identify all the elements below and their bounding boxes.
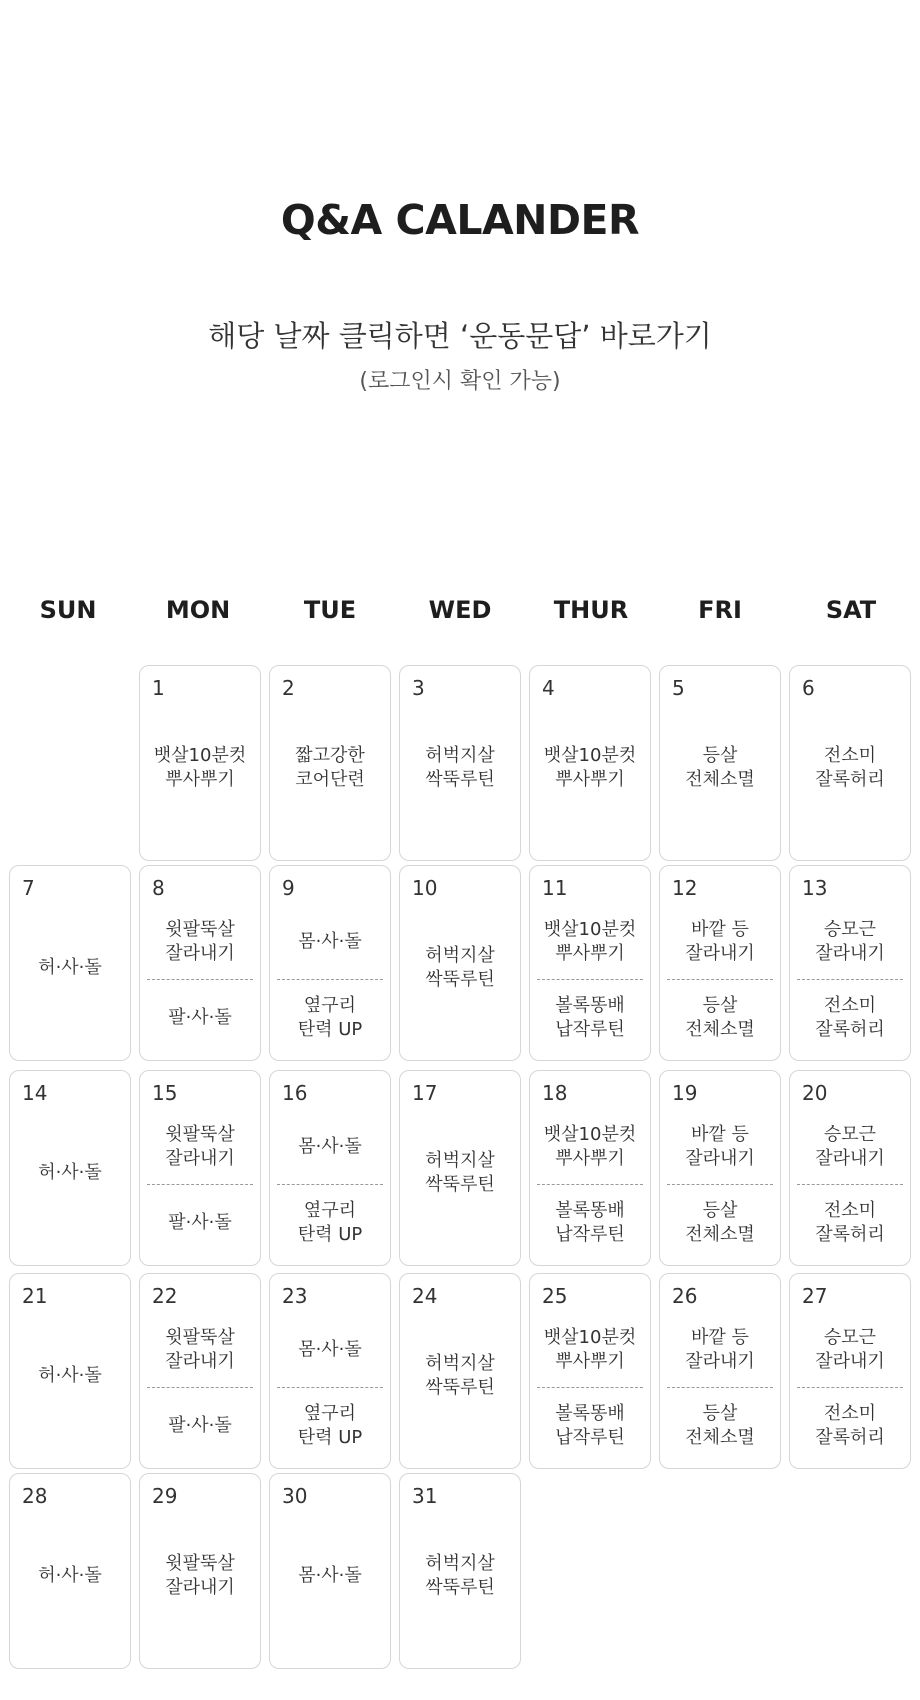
routine-line: 납작루틴 [555, 1019, 625, 1040]
routine-line: 잘록허리 [815, 1427, 885, 1448]
calendar-day-3[interactable] [399, 665, 521, 861]
page-subtitle: 해당 날짜 클릭하면 ‘운동문답’ 바로가기 [208, 319, 712, 353]
day-routine-bottom [140, 1006, 260, 1030]
routine-line: 윗팔뚝살 [165, 1327, 235, 1348]
day-number: 12 [672, 876, 698, 900]
routine-line: 윗팔뚝살 [165, 1553, 235, 1574]
routine-line: 탄력 UP [297, 1224, 363, 1245]
day-routine-top [790, 918, 910, 966]
day-number: 17 [412, 1081, 438, 1105]
day-routine-top [790, 1123, 910, 1171]
day-number: 3 [412, 676, 425, 700]
routine-line: 뱃살10분컷 [543, 1124, 637, 1145]
routine-line: 허·사·돌 [38, 1565, 102, 1586]
day-number: 25 [542, 1284, 568, 1308]
routine-line: 옆구리 [303, 995, 357, 1016]
day-number: 7 [22, 876, 35, 900]
routine-line: 허·사·돌 [38, 1365, 102, 1386]
weekday-sun: SUN [39, 596, 97, 624]
day-number: 30 [282, 1484, 308, 1508]
calendar-day-2[interactable] [269, 665, 391, 861]
calendar-day-13[interactable] [789, 865, 911, 1061]
routine-line: 뱃살10분컷 [543, 919, 637, 940]
routine-line: 몸·사·돌 [298, 1136, 362, 1157]
routine-line: 허벅지살 [425, 1150, 495, 1171]
weekday-sat: SAT [825, 596, 877, 624]
calendar-day-22[interactable] [139, 1273, 261, 1469]
day-number: 24 [412, 1284, 438, 1308]
day-routine-bottom [140, 1414, 260, 1438]
day-number: 29 [152, 1484, 178, 1508]
routine-line: 싹뚝루틴 [425, 969, 495, 990]
calendar-day-1[interactable] [139, 665, 261, 861]
routine-divider [537, 1184, 643, 1185]
page-title: Q&A CALANDER [280, 196, 640, 244]
routine-line: 싹뚝루틴 [425, 769, 495, 790]
calendar-day-4[interactable] [529, 665, 651, 861]
routine-line: 전체소멸 [685, 769, 755, 790]
routine-line: 바깥 등 [691, 1124, 749, 1145]
routine-line: 잘라내기 [815, 943, 885, 964]
routine-line: 탄력 UP [297, 1019, 363, 1040]
calendar-day-16[interactable] [269, 1070, 391, 1266]
day-number: 14 [22, 1081, 48, 1105]
routine-line: 볼록똥배 [555, 1200, 625, 1221]
routine-divider [277, 1387, 383, 1388]
routine-line: 허벅지살 [425, 745, 495, 766]
routine-line: 짧고강한 [295, 745, 365, 766]
routine-line: 잘라내기 [685, 943, 755, 964]
calendar-day-12[interactable] [659, 865, 781, 1061]
calendar-day-25[interactable] [529, 1273, 651, 1469]
routine-line: 팔·사·돌 [168, 1415, 232, 1436]
calendar-day-29[interactable] [139, 1473, 261, 1669]
day-routine [270, 1564, 390, 1588]
day-routine-bottom [270, 994, 390, 1042]
day-number: 8 [152, 876, 165, 900]
calendar-day-17[interactable] [399, 1070, 521, 1266]
day-routine-top [660, 918, 780, 966]
routine-line: 잘록허리 [815, 1224, 885, 1245]
routine-line: 납작루틴 [555, 1224, 625, 1245]
routine-line: 허·사·돌 [38, 957, 102, 978]
calendar-day-5[interactable] [659, 665, 781, 861]
routine-line: 등살 [702, 995, 738, 1016]
routine-line: 전소미 [823, 1403, 877, 1424]
routine-line: 전체소멸 [685, 1427, 755, 1448]
routine-line: 뿌사뿌기 [555, 769, 625, 790]
routine-line: 전소미 [823, 745, 877, 766]
day-routine [400, 944, 520, 992]
day-number: 28 [22, 1484, 48, 1508]
day-routine-bottom [140, 1211, 260, 1235]
calendar-day-19[interactable] [659, 1070, 781, 1266]
day-routine [400, 1352, 520, 1400]
day-routine [140, 1552, 260, 1600]
routine-divider [147, 979, 253, 980]
routine-line: 바깥 등 [691, 1327, 749, 1348]
day-number: 10 [412, 876, 438, 900]
routine-line: 잘라내기 [685, 1351, 755, 1372]
routine-line: 싹뚝루틴 [425, 1577, 495, 1598]
day-routine [400, 1552, 520, 1600]
routine-line: 전소미 [823, 1200, 877, 1221]
day-routine [10, 1364, 130, 1388]
routine-line: 팔·사·돌 [168, 1007, 232, 1028]
routine-line: 옆구리 [303, 1403, 357, 1424]
routine-line: 전체소멸 [685, 1019, 755, 1040]
routine-line: 승모근 [823, 1327, 877, 1348]
weekday-tue: TUE [303, 596, 357, 624]
calendar-day-20[interactable] [789, 1070, 911, 1266]
routine-line: 옆구리 [303, 1200, 357, 1221]
routine-divider [537, 979, 643, 980]
calendar-day-6[interactable] [789, 665, 911, 861]
routine-line: 뿌사뿌기 [555, 1148, 625, 1169]
weekday-thur: THUR [553, 596, 629, 624]
routine-line: 뿌사뿌기 [165, 769, 235, 790]
routine-line: 허벅지살 [425, 1353, 495, 1374]
routine-divider [797, 1387, 903, 1388]
day-routine-top [660, 1123, 780, 1171]
routine-line: 바깥 등 [691, 919, 749, 940]
day-number: 20 [802, 1081, 828, 1105]
routine-line: 납작루틴 [555, 1427, 625, 1448]
day-routine-bottom [660, 1199, 780, 1247]
calendar-day-27[interactable] [789, 1273, 911, 1469]
routine-line: 뿌사뿌기 [555, 943, 625, 964]
day-routine-bottom [270, 1402, 390, 1450]
routine-line: 뱃살10분컷 [153, 745, 247, 766]
calendar-day-9[interactable] [269, 865, 391, 1061]
day-routine-bottom [660, 1402, 780, 1450]
day-number: 22 [152, 1284, 178, 1308]
day-routine-bottom [530, 1402, 650, 1450]
day-number: 1 [152, 676, 165, 700]
day-number: 27 [802, 1284, 828, 1308]
calendar-day-15[interactable] [139, 1070, 261, 1266]
day-routine-bottom [790, 1199, 910, 1247]
day-number: 31 [412, 1484, 438, 1508]
day-routine-bottom [790, 994, 910, 1042]
day-routine-top [140, 1123, 260, 1171]
day-number: 11 [542, 876, 568, 900]
routine-line: 싹뚝루틴 [425, 1377, 495, 1398]
calendar-day-26[interactable] [659, 1273, 781, 1469]
routine-divider [277, 979, 383, 980]
day-number: 19 [672, 1081, 698, 1105]
routine-line: 윗팔뚝살 [165, 919, 235, 940]
day-number: 15 [152, 1081, 178, 1105]
day-routine [660, 744, 780, 792]
routine-line: 팔·사·돌 [168, 1212, 232, 1233]
routine-line: 뿌사뿌기 [555, 1351, 625, 1372]
routine-divider [277, 1184, 383, 1185]
day-number: 2 [282, 676, 295, 700]
day-routine-bottom [660, 994, 780, 1042]
day-routine [10, 1564, 130, 1588]
day-number: 16 [282, 1081, 308, 1105]
routine-line: 허벅지살 [425, 945, 495, 966]
routine-line: 잘라내기 [815, 1148, 885, 1169]
day-number: 18 [542, 1081, 568, 1105]
routine-line: 등살 [702, 1200, 738, 1221]
day-routine-bottom [270, 1199, 390, 1247]
routine-line: 등살 [702, 1403, 738, 1424]
routine-line: 뱃살10분컷 [543, 1327, 637, 1348]
day-number: 5 [672, 676, 685, 700]
day-routine-top [530, 1123, 650, 1171]
day-routine-top [530, 1326, 650, 1374]
calendar-day-23[interactable] [269, 1273, 391, 1469]
day-number: 21 [22, 1284, 48, 1308]
calendar-day-24[interactable] [399, 1273, 521, 1469]
routine-line: 허·사·돌 [38, 1162, 102, 1183]
routine-line: 몸·사·돌 [298, 931, 362, 952]
day-routine-top [660, 1326, 780, 1374]
routine-divider [667, 1387, 773, 1388]
routine-line: 허벅지살 [425, 1553, 495, 1574]
routine-line: 승모근 [823, 919, 877, 940]
routine-line: 전소미 [823, 995, 877, 1016]
routine-line: 등살 [702, 745, 738, 766]
day-number: 23 [282, 1284, 308, 1308]
routine-line: 잘라내기 [165, 1148, 235, 1169]
routine-line: 볼록똥배 [555, 1403, 625, 1424]
day-routine-top [270, 930, 390, 954]
calendar-day-14[interactable] [9, 1070, 131, 1266]
day-routine-top [530, 918, 650, 966]
day-routine [10, 956, 130, 980]
day-routine-top [790, 1326, 910, 1374]
calendar-day-18[interactable] [529, 1070, 651, 1266]
routine-line: 싹뚝루틴 [425, 1174, 495, 1195]
calendar-day-28[interactable] [9, 1473, 131, 1669]
weekday-wed: WED [428, 596, 492, 624]
routine-line: 잘록허리 [815, 1019, 885, 1040]
calendar-day-21[interactable] [9, 1273, 131, 1469]
calendar-day-11[interactable] [529, 865, 651, 1061]
weekday-mon: MON [165, 596, 231, 624]
day-number: 9 [282, 876, 295, 900]
routine-line: 탄력 UP [297, 1427, 363, 1448]
login-note: (로그인시 확인 가능) [359, 369, 561, 394]
day-routine-bottom [530, 1199, 650, 1247]
routine-divider [797, 979, 903, 980]
routine-line: 잘라내기 [815, 1351, 885, 1372]
day-routine-top [140, 918, 260, 966]
calendar-day-7[interactable] [9, 865, 131, 1061]
routine-divider [797, 1184, 903, 1185]
routine-divider [147, 1184, 253, 1185]
day-number: 26 [672, 1284, 698, 1308]
calendar-day-30[interactable] [269, 1473, 391, 1669]
day-number: 6 [802, 676, 815, 700]
routine-line: 잘라내기 [165, 943, 235, 964]
routine-line: 잘라내기 [165, 1577, 235, 1598]
routine-line: 잘라내기 [165, 1351, 235, 1372]
routine-line: 윗팔뚝살 [165, 1124, 235, 1145]
routine-line: 뱃살10분컷 [543, 745, 637, 766]
day-routine-top [270, 1135, 390, 1159]
day-routine-top [140, 1326, 260, 1374]
routine-line: 몸·사·돌 [298, 1565, 362, 1586]
day-number: 4 [542, 676, 555, 700]
routine-line: 볼록똥배 [555, 995, 625, 1016]
day-routine [140, 744, 260, 792]
day-routine [400, 744, 520, 792]
calendar-day-8[interactable] [139, 865, 261, 1061]
routine-line: 승모근 [823, 1124, 877, 1145]
calendar-day-31[interactable] [399, 1473, 521, 1669]
day-routine [270, 744, 390, 792]
day-routine [790, 744, 910, 792]
routine-line: 잘록허리 [815, 769, 885, 790]
day-routine [530, 744, 650, 792]
day-number: 13 [802, 876, 828, 900]
routine-divider [537, 1387, 643, 1388]
weekday-fri: FRI [698, 596, 742, 624]
routine-divider [667, 1184, 773, 1185]
calendar-day-10[interactable] [399, 865, 521, 1061]
day-routine-bottom [530, 994, 650, 1042]
day-routine-bottom [790, 1402, 910, 1450]
routine-divider [667, 979, 773, 980]
routine-divider [147, 1387, 253, 1388]
routine-line: 전체소멸 [685, 1224, 755, 1245]
routine-line: 코어단련 [295, 769, 365, 790]
routine-line: 잘라내기 [685, 1148, 755, 1169]
day-routine [400, 1149, 520, 1197]
day-routine-top [270, 1338, 390, 1362]
routine-line: 몸·사·돌 [298, 1339, 362, 1360]
day-routine [10, 1161, 130, 1185]
